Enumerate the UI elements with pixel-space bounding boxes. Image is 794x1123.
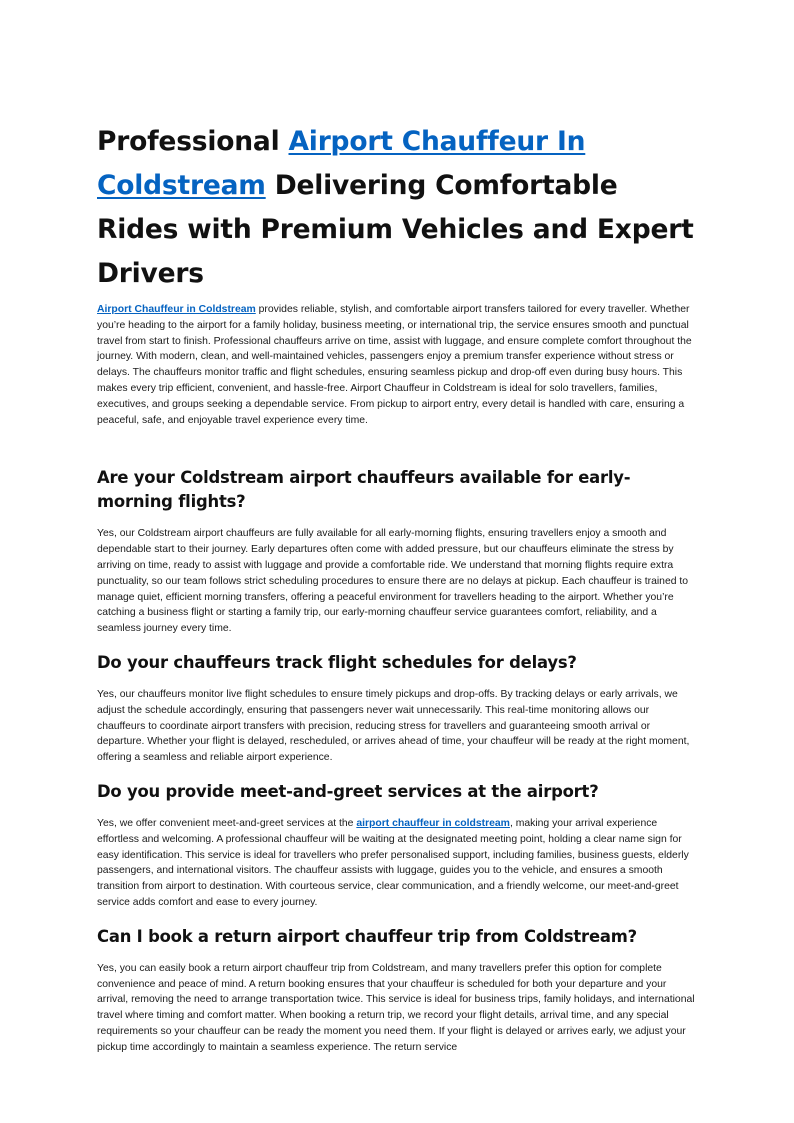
page-title [97,120,699,296]
section-heading-early-morning: Are your Coldstream airport chauffeurs available for early-morning flights? [97,468,631,512]
meet-greet-text-after: , making your arrival experience effortless and welcoming. A professional chauffeur will be waiting at the designated meeting point, holding a clear name sign for easy identification. This service is ideal for travellers who prefer personalised support, including families, business guests, elderly passengers, and international visitors. The chauffeur assists with luggage, guides you to the vehicle, and ensures a smooth transition from airport to destination. With courteous service, clear communication, and a friendly welcome, our meet-and-greet service adds comfort and ease to every journey. [97,817,689,908]
section-paragraph-return-trip: Yes, you can easily book a return airport chauffeur trip from Coldstream, and many travellers prefer this option for complete convenience and peace of mind. A return booking ensures that your chauffeur is scheduled for both your departure and your arrival, removing the need to arrange transportation twice. This service is ideal for business trips, family holidays, and international travel where timing and comfort matter. When booking a return trip, we record your flight details, arrival time, and any special requirements so your chauffeur can be ready the moment you need them. If your flight is delayed or arrives early, we adjust your pickup time accordingly to maintain a seamless experience. The return service [97,962,695,1053]
section-paragraph-flight-tracking: Yes, our chauffeurs monitor live flight schedules to ensure timely pickups and drop-offs. By tracking delays or early arrivals, we adjust the schedule accordingly, ensuring that passengers never wait unnecessarily. This real-time monitoring allows our chauffeurs to coordinate airport transfers with precision, reducing stress for travellers and guaranteeing smooth arrival or departure. Whether your flight is delayed, rescheduled, or arrives ahead of time, your chauffeur will be ready at the right moment, offering a seamless and reliable airport experience. [97,688,690,764]
section-heading-flight-tracking: Do your chauffeurs track flight schedules for delays? [97,652,577,672]
meet-greet-text-before: Yes, we offer convenient meet-and-greet services at the [97,817,357,829]
section-heading-meet-and-greet: Do you provide meet-and-greet services at the airport? [97,781,599,801]
meet-greet-link[interactable]: airport chauffeur in coldstream [356,817,510,829]
title-prefix: Professional [97,126,289,157]
intro-paragraph [97,302,699,428]
document-page [97,120,699,1056]
title-link[interactable]: Airport Chauffeur In Coldstream [97,126,586,201]
title-suffix: Delivering Comfortable Rides with Premium Vehicles and Expert Drivers [97,170,694,289]
section-heading-return-trip: Can I book a return airport chauffeur trip from Coldstream? [97,926,637,946]
intro-link[interactable]: Airport Chauffeur in Coldstream [97,304,256,315]
intro-text: provides reliable, stylish, and comfortable airport transfers tailored for every traveller. Whether you’re heading to the airport for a family holiday, business meeting, or international trip, the service ensures smooth and punctual travel from start to finish. Professional chauffeurs arrive on time, assist with luggage, and ensure complete comfort throughout the journey. With modern, clean, and well-maintained vehicles, passengers enjoy a premium transfer experience without stress or delays. The chauffeurs monitor traffic and flight schedules, ensuring seamless pickup and drop-off even during busy hours. This makes every trip efficient, convenient, and hassle-free. Airport Chauffeur in Coldstream is ideal for solo travellers, families, executives, and groups seeking a dependable service. From pickup to airport entry, every detail is handled with care, ensuring a peaceful, safe, and enjoyable travel experience every time. [97,304,692,426]
section-paragraph-early-morning: Yes, our Coldstream airport chauffeurs are fully available for all early-morning flights, ensuring travellers enjoy a smooth and dependable start to their journey. Early departures often come with added pressure, but our chauffeurs eliminate the stress by arriving on time, ready to assist with luggage and provide a comfortable ride. We understand that morning flights require extra punctuality, so our team follows strict scheduling procedures to ensure there are no delays at pickup. Each chauffeur is trained to manage quiet, efficient morning transfers, offering a peaceful environment for travellers heading to the airport. Whether you’re catching a business flight or starting a family trip, our early-morning chauffeur service guarantees comfort, reliability, and a seamless journey every time. [97,528,689,635]
section-paragraph-meet-and-greet [97,816,699,911]
